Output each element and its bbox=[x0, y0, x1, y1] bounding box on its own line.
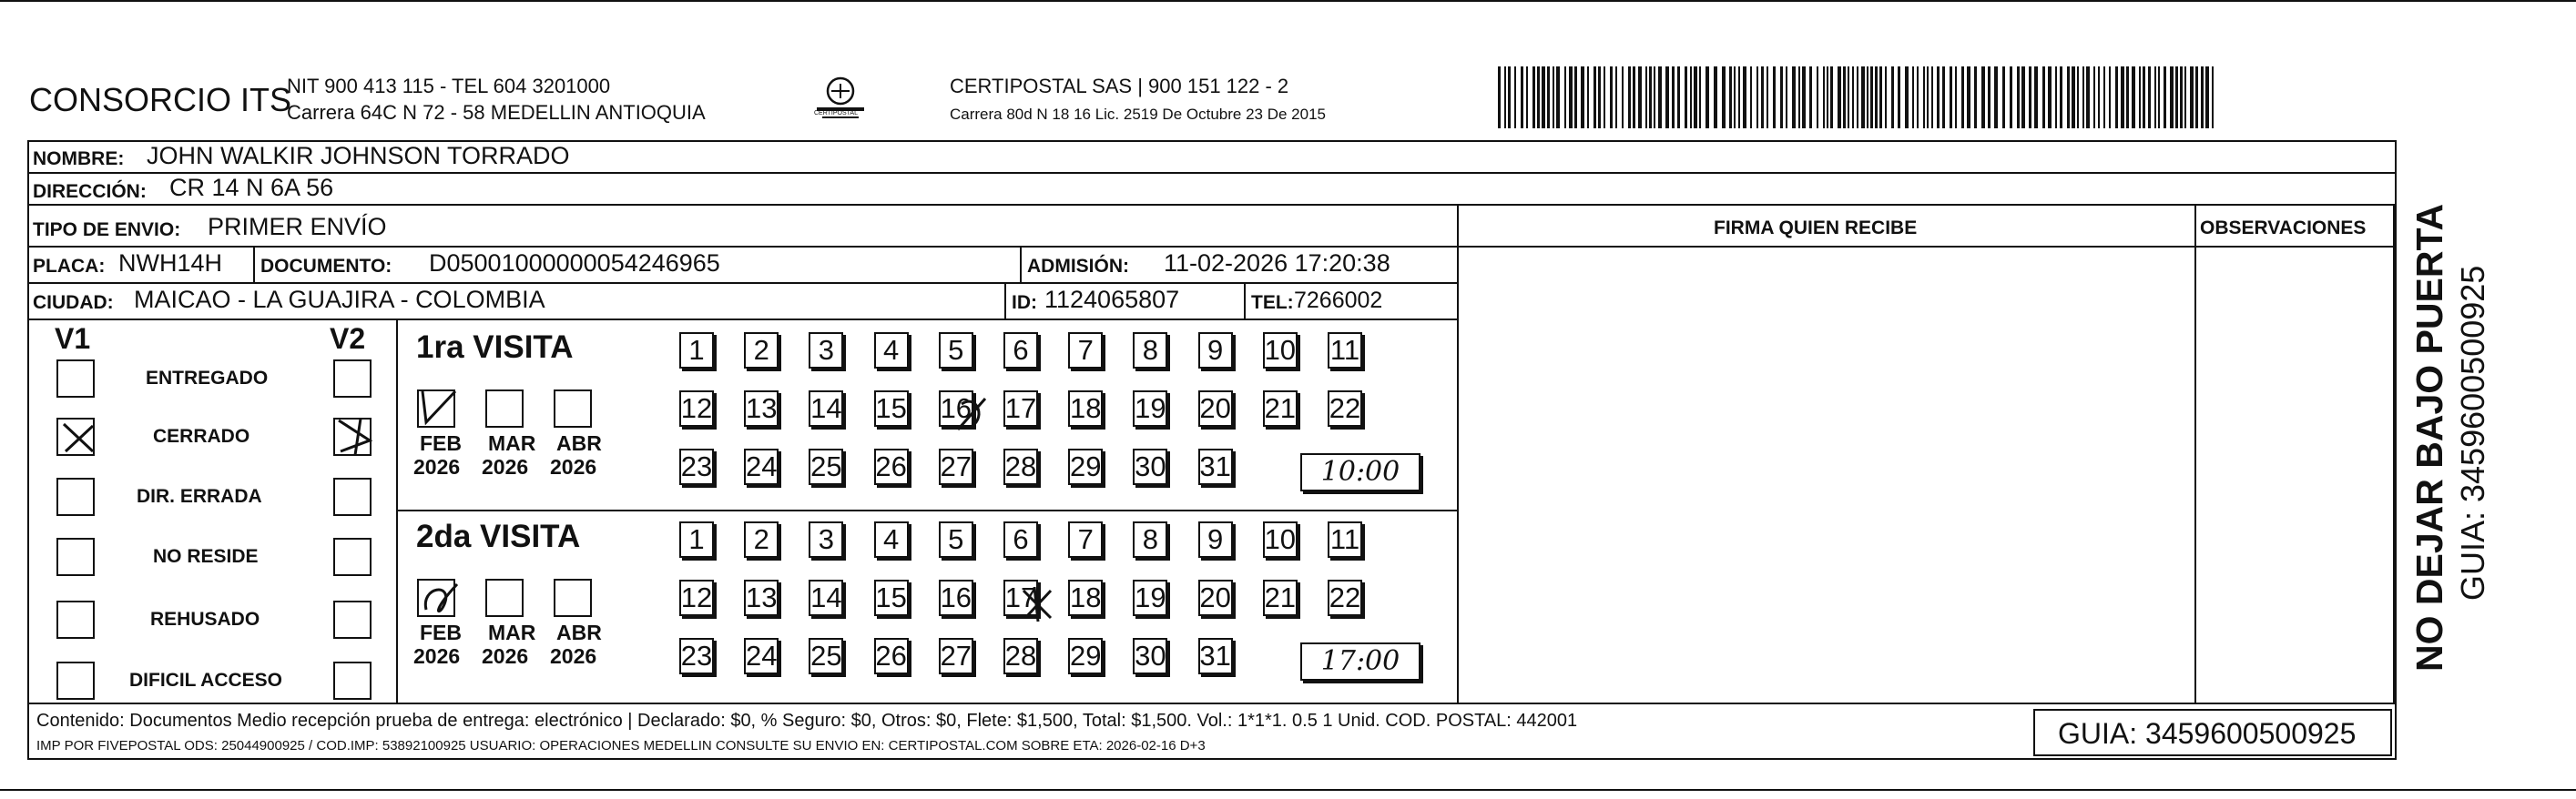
tel-value: 7266002 bbox=[1294, 288, 1383, 313]
day-box[interactable]: 1 bbox=[679, 521, 714, 558]
day-box[interactable]: 11 bbox=[1328, 332, 1362, 369]
barcode-bar bbox=[1967, 66, 1970, 128]
barcode-bar bbox=[1734, 66, 1736, 128]
visit-title: 2da VISITA bbox=[416, 519, 581, 554]
visit-title: 1ra VISITA bbox=[416, 329, 574, 365]
barcode-bar bbox=[1823, 66, 1825, 128]
v1-label: V1 bbox=[55, 322, 91, 355]
day-box[interactable]: 24 bbox=[744, 638, 779, 674]
barcode-bar bbox=[2109, 66, 2111, 128]
v2-checkbox-no-reside[interactable] bbox=[333, 538, 372, 576]
day-box[interactable]: 28 bbox=[1003, 449, 1038, 485]
address-label: DIRECCIÓN: bbox=[33, 181, 147, 202]
barcode-bar bbox=[1628, 66, 1631, 128]
day-box[interactable]: 4 bbox=[874, 332, 909, 369]
barcode-bar bbox=[1879, 66, 1882, 128]
day-box[interactable]: 10 bbox=[1263, 332, 1298, 369]
barcode-bar bbox=[2055, 66, 2057, 128]
barcode-bar bbox=[1498, 66, 1501, 128]
barcode-bar bbox=[1773, 66, 1776, 128]
row-line bbox=[27, 246, 1457, 248]
barcode-bar bbox=[1521, 66, 1523, 128]
v1-checkbox-dificil-acceso[interactable] bbox=[56, 662, 95, 700]
barcode-bar bbox=[2072, 66, 2075, 128]
day-box[interactable]: 14 bbox=[809, 580, 843, 616]
company-address: Carrera 64C N 72 - 58 MEDELLIN ANTIOQUIA bbox=[287, 101, 706, 124]
barcode-bar bbox=[1705, 66, 1709, 128]
city-label: CIUDAD: bbox=[33, 292, 114, 313]
footer-content: Contenido: Documentos Medio recepción prueba de entrega: electrónico | Declarado: $0, % Seguro: $0, Otros: $0, Flete: $1,500, Total: $1,500. Vol.: 1*1*1. 0.5 1 Unid. COD. POSTAL: 442001 bbox=[36, 711, 1578, 731]
top-border bbox=[0, 0, 2576, 2]
day-box[interactable]: 18 bbox=[1068, 580, 1103, 616]
barcode-bar bbox=[1827, 66, 1828, 128]
barcode-bar bbox=[1780, 66, 1783, 128]
day-box[interactable]: 5 bbox=[939, 521, 973, 558]
day-box[interactable]: 10 bbox=[1263, 521, 1298, 558]
month-label: ABR bbox=[556, 431, 602, 455]
barcode-bar bbox=[1809, 66, 1812, 128]
day-box[interactable]: 3 bbox=[809, 521, 843, 558]
barcode-bar bbox=[1665, 66, 1669, 128]
barcode-bar bbox=[1542, 66, 1545, 128]
barcode-bar bbox=[2042, 66, 2045, 128]
day-box[interactable]: 15 bbox=[874, 390, 909, 427]
day-box[interactable]: 22 bbox=[1328, 580, 1362, 616]
barcode-bar bbox=[2170, 66, 2174, 128]
barcode-bar bbox=[1852, 66, 1854, 128]
barcode-bar bbox=[1861, 66, 1865, 128]
barcode-bar bbox=[1508, 66, 1511, 128]
barcode-bar bbox=[1532, 66, 1535, 128]
barcode-bar bbox=[1961, 66, 1964, 128]
certipostal-address: Carrera 80d N 18 16 Lic. 2519 De Octubre 23 De 2015 bbox=[950, 106, 1326, 123]
barcode-bar bbox=[1610, 66, 1613, 128]
barcode-bar bbox=[1581, 66, 1584, 128]
day-box[interactable]: 9 bbox=[1198, 332, 1233, 369]
barcode-bar bbox=[1574, 66, 1577, 128]
barcode-bar bbox=[1672, 66, 1675, 128]
col-line bbox=[1244, 282, 1246, 319]
barcode-bar bbox=[1898, 66, 1900, 128]
observaciones-label: OBSERVACIONES bbox=[2200, 217, 2367, 238]
v1-checkbox-entregado[interactable] bbox=[56, 359, 95, 398]
barcode-bar bbox=[1569, 66, 1573, 128]
year-label: 2026 bbox=[550, 455, 597, 479]
status-label: REHUSADO bbox=[150, 609, 260, 630]
day-box[interactable]: 3 bbox=[809, 332, 843, 369]
day-box[interactable]: 27 bbox=[939, 638, 973, 674]
guia-box-text: GUIA: 3459600500925 bbox=[2058, 717, 2357, 750]
barcode-bar bbox=[1870, 66, 1873, 128]
row-line bbox=[27, 172, 2397, 174]
barcode-bar bbox=[1645, 66, 1647, 128]
day-box[interactable]: 12 bbox=[679, 580, 714, 616]
day-box[interactable]: 15 bbox=[874, 580, 909, 616]
barcode-bar bbox=[1598, 66, 1601, 128]
v1-cerrado-check-mark bbox=[56, 415, 102, 460]
day-box[interactable]: 21 bbox=[1263, 580, 1298, 616]
day-box[interactable]: 31 bbox=[1198, 638, 1233, 674]
barcode-bar bbox=[2190, 66, 2194, 128]
month-label: ABR bbox=[556, 621, 602, 644]
day-box[interactable]: 7 bbox=[1068, 332, 1103, 369]
barcode-bar bbox=[1750, 66, 1752, 128]
id-value: 1124065807 bbox=[1044, 286, 1180, 313]
document-label: DOCUMENTO: bbox=[260, 256, 392, 277]
bottom-border bbox=[0, 789, 2576, 791]
barcode-bar bbox=[1843, 66, 1846, 128]
col-line bbox=[1004, 282, 1006, 319]
status-label: NO RESIDE bbox=[153, 546, 259, 567]
visit-time[interactable]: 10:00 bbox=[1300, 453, 1420, 491]
barcode-bar bbox=[1767, 66, 1768, 128]
barcode-bar bbox=[1638, 66, 1642, 128]
day-box[interactable]: 26 bbox=[874, 638, 909, 674]
v2-checkbox-dificil-acceso[interactable] bbox=[333, 662, 372, 700]
barcode-bar bbox=[1923, 66, 1925, 128]
day-box[interactable]: 13 bbox=[744, 580, 779, 616]
status-label: DIFICIL ACCESO bbox=[129, 670, 283, 691]
day-box[interactable]: 25 bbox=[809, 449, 843, 485]
barcode-bar bbox=[2121, 66, 2124, 128]
visit1-feb-mark bbox=[417, 386, 463, 431]
barcode-bar bbox=[1756, 66, 1758, 128]
barcode-bar bbox=[2082, 66, 2084, 128]
address-value: CR 14 N 6A 56 bbox=[169, 174, 334, 201]
logo-text: CERTIPOSTAL bbox=[814, 110, 858, 116]
certipostal-title: CERTIPOSTAL SAS | 900 151 122 - 2 bbox=[950, 75, 1289, 97]
barcode-bar bbox=[2158, 66, 2160, 128]
day-box[interactable]: 2 bbox=[744, 521, 779, 558]
barcode-bar bbox=[1838, 66, 1841, 128]
barcode-bar bbox=[1604, 66, 1605, 128]
barcode-bar bbox=[1830, 66, 1833, 128]
barcode-bar bbox=[2139, 66, 2141, 128]
day-box[interactable]: 26 bbox=[874, 449, 909, 485]
side-guia: GUIA: 3459600500925 bbox=[2454, 265, 2491, 601]
barcode-bar bbox=[1848, 66, 1849, 128]
barcode-bar bbox=[1722, 66, 1726, 128]
barcode-bar bbox=[1553, 66, 1554, 128]
month-label: FEB bbox=[420, 621, 462, 644]
admission-label: ADMISIÓN: bbox=[1027, 256, 1129, 277]
tel-label: TEL: bbox=[1251, 292, 1294, 313]
barcode-bar bbox=[2164, 66, 2166, 128]
barcode-bar bbox=[1690, 66, 1692, 128]
type-value: PRIMER ENVÍO bbox=[208, 213, 387, 240]
day-box[interactable]: 17 bbox=[1003, 580, 1038, 616]
barcode-bar bbox=[1988, 66, 1991, 128]
row-line bbox=[27, 204, 2397, 206]
company-name: CONSORCIO ITS bbox=[29, 81, 292, 118]
year-label: 2026 bbox=[413, 644, 461, 668]
barcode-bar bbox=[2048, 66, 2052, 128]
row-line bbox=[27, 319, 1457, 320]
barcode-bar bbox=[1658, 66, 1662, 128]
day-box[interactable]: 6 bbox=[1003, 332, 1038, 369]
barcode-bar bbox=[1817, 66, 1818, 128]
city-value: MAICAO - LA GUAJIRA - COLOMBIA bbox=[134, 286, 545, 313]
barcode-bar bbox=[1974, 66, 1977, 128]
barcode-bar bbox=[1994, 66, 1998, 128]
day-box[interactable]: 29 bbox=[1068, 638, 1103, 674]
barcode-bar bbox=[2148, 66, 2151, 128]
barcode-bar bbox=[1694, 66, 1697, 128]
status-label: ENTREGADO bbox=[146, 368, 269, 389]
barcode-bar bbox=[1654, 66, 1655, 128]
barcode-bar bbox=[2002, 66, 2005, 128]
barcode-bar bbox=[2010, 66, 2012, 128]
barcode-bar bbox=[2034, 66, 2038, 128]
day-box[interactable]: 8 bbox=[1133, 332, 1167, 369]
barcode bbox=[1496, 66, 2220, 128]
barcode-bar bbox=[2103, 66, 2105, 128]
barcode-bar bbox=[1912, 66, 1914, 128]
barcode-bar bbox=[2126, 66, 2129, 128]
barcode-bar bbox=[2180, 66, 2183, 128]
side-warning: NO DEJAR BAJO PUERTA bbox=[2408, 203, 2450, 672]
v1-checkbox-dir-errada[interactable] bbox=[56, 478, 95, 516]
v1-checkbox-no-reside[interactable] bbox=[56, 538, 95, 576]
barcode-bar bbox=[2060, 66, 2062, 128]
barcode-bar bbox=[1593, 66, 1596, 128]
v2-checkbox-entregado[interactable] bbox=[333, 359, 372, 398]
barcode-bar bbox=[1729, 66, 1732, 128]
barcode-bar bbox=[1526, 66, 1528, 128]
plate-value: NWH14H bbox=[118, 249, 223, 277]
barcode-bar bbox=[1905, 66, 1909, 128]
visit2-day17-mark bbox=[1016, 583, 1058, 625]
barcode-bar bbox=[2067, 66, 2070, 128]
day-box[interactable]: 31 bbox=[1198, 449, 1233, 485]
barcode-bar bbox=[2205, 66, 2209, 128]
day-box[interactable]: 29 bbox=[1068, 449, 1103, 485]
barcode-bar bbox=[1685, 66, 1687, 128]
barcode-bar bbox=[2021, 66, 2025, 128]
footer-imp: IMP POR FIVEPOSTAL ODS: 25044900925 / COD.IMP: 53892100925 USUARIO: OPERACIONES MEDELLIN CONSULTE SU ENVIO EN: CERTIPOSTAL.COM SOBRE ETA: 2026-02-16 D+3 bbox=[36, 738, 1206, 753]
barcode-bar bbox=[1891, 66, 1894, 128]
barcode-bar bbox=[2132, 66, 2135, 128]
day-box[interactable]: 7 bbox=[1068, 521, 1103, 558]
month-label: FEB bbox=[420, 431, 462, 455]
col-line bbox=[2194, 204, 2196, 703]
day-box[interactable]: 16 bbox=[939, 580, 973, 616]
day-box[interactable]: 6 bbox=[1003, 521, 1038, 558]
barcode-bar bbox=[1699, 66, 1701, 128]
barcode-bar bbox=[1547, 66, 1550, 128]
barcode-bar bbox=[1564, 66, 1566, 128]
day-box[interactable]: 23 bbox=[679, 449, 714, 485]
barcode-bar bbox=[2195, 66, 2198, 128]
barcode-bar bbox=[2143, 66, 2145, 128]
visit-time[interactable]: 17:00 bbox=[1300, 642, 1420, 681]
month-label: MAR bbox=[488, 621, 536, 644]
barcode-bar bbox=[1587, 66, 1589, 128]
day-box[interactable]: 20 bbox=[1198, 580, 1233, 616]
day-box[interactable]: 16 bbox=[939, 390, 973, 427]
id-label: ID: bbox=[1012, 292, 1037, 313]
name-value: JOHN WALKIR JOHNSON TORRADO bbox=[147, 142, 570, 169]
col-line bbox=[253, 246, 255, 282]
barcode-bar bbox=[1622, 66, 1624, 128]
barcode-bar bbox=[2212, 66, 2214, 128]
barcode-bar bbox=[1761, 66, 1764, 128]
barcode-bar bbox=[1950, 66, 1952, 128]
day-box[interactable]: 25 bbox=[809, 638, 843, 674]
day-box[interactable]: 30 bbox=[1133, 449, 1167, 485]
barcode-bar bbox=[1981, 66, 1985, 128]
barcode-bar bbox=[1942, 66, 1945, 128]
barcode-bar bbox=[2017, 66, 2020, 128]
plate-label: PLACA: bbox=[33, 256, 106, 277]
barcode-bar bbox=[1937, 66, 1940, 128]
col-line bbox=[2393, 204, 2395, 703]
day-box[interactable]: 19 bbox=[1133, 390, 1167, 427]
visit2-feb-mark bbox=[417, 577, 463, 622]
day-box[interactable]: 18 bbox=[1068, 390, 1103, 427]
visit1-day16-mark bbox=[951, 393, 993, 435]
barcode-bar bbox=[1556, 66, 1560, 128]
year-label: 2026 bbox=[413, 455, 461, 479]
day-box[interactable]: 11 bbox=[1328, 521, 1362, 558]
day-box[interactable]: 22 bbox=[1328, 390, 1362, 427]
barcode-bar bbox=[1875, 66, 1878, 128]
barcode-bar bbox=[1537, 66, 1540, 128]
day-box[interactable]: 1 bbox=[679, 332, 714, 369]
v2-label: V2 bbox=[330, 322, 366, 355]
col-line bbox=[1020, 246, 1022, 282]
day-box[interactable]: 2 bbox=[744, 332, 779, 369]
day-box[interactable]: 13 bbox=[744, 390, 779, 427]
barcode-bar bbox=[1677, 66, 1680, 128]
status-label: DIR. ERRADA bbox=[137, 486, 262, 507]
year-label: 2026 bbox=[550, 644, 597, 668]
day-box[interactable]: 14 bbox=[809, 390, 843, 427]
type-label: TIPO DE ENVIO: bbox=[33, 219, 181, 240]
name-label: NOMBRE: bbox=[33, 148, 125, 169]
barcode-bar bbox=[1931, 66, 1933, 128]
barcode-bar bbox=[2086, 66, 2090, 128]
month-checkbox-mar[interactable] bbox=[485, 389, 524, 428]
barcode-bar bbox=[2175, 66, 2178, 128]
month-checkbox-mar[interactable] bbox=[485, 579, 524, 617]
v2-checkbox-rehusado[interactable] bbox=[333, 601, 372, 639]
barcode-bar bbox=[1917, 66, 1919, 128]
barcode-bar bbox=[1743, 66, 1746, 128]
day-box[interactable]: 24 bbox=[744, 449, 779, 485]
barcode-bar bbox=[2184, 66, 2186, 128]
day-box[interactable]: 5 bbox=[939, 332, 973, 369]
day-box[interactable]: 19 bbox=[1133, 580, 1167, 616]
barcode-bar bbox=[1649, 66, 1652, 128]
month-checkbox-abr[interactable] bbox=[554, 389, 592, 428]
year-label: 2026 bbox=[482, 455, 529, 479]
company-nit: NIT 900 413 115 - TEL 604 3201000 bbox=[287, 75, 611, 97]
day-box[interactable]: 27 bbox=[939, 449, 973, 485]
barcode-bar bbox=[1857, 66, 1858, 128]
barcode-bar bbox=[1504, 66, 1506, 128]
barcode-bar bbox=[1714, 66, 1717, 128]
barcode-bar bbox=[1738, 66, 1740, 128]
barcode-bar bbox=[2077, 66, 2079, 128]
barcode-bar bbox=[1792, 66, 1796, 128]
barcode-bar bbox=[1633, 66, 1635, 128]
firma-label: FIRMA QUIEN RECIBE bbox=[1714, 217, 1918, 238]
day-box[interactable]: 30 bbox=[1133, 638, 1167, 674]
barcode-bar bbox=[2201, 66, 2204, 128]
month-checkbox-abr[interactable] bbox=[554, 579, 592, 617]
barcode-bar bbox=[2093, 66, 2095, 128]
barcode-bar bbox=[1885, 66, 1887, 128]
row-line bbox=[27, 703, 2397, 704]
day-box[interactable]: 23 bbox=[679, 638, 714, 674]
row-line bbox=[1457, 246, 2395, 248]
barcode-bar bbox=[1955, 66, 1957, 128]
v2-checkbox-dir-errada[interactable] bbox=[333, 478, 372, 516]
day-box[interactable]: 8 bbox=[1133, 521, 1167, 558]
year-label: 2026 bbox=[482, 644, 529, 668]
day-box[interactable]: 17 bbox=[1003, 390, 1038, 427]
day-box[interactable]: 20 bbox=[1198, 390, 1233, 427]
barcode-bar bbox=[1514, 66, 1516, 128]
barcode-bar bbox=[1786, 66, 1787, 128]
barcode-bar bbox=[2154, 66, 2156, 128]
barcode-bar bbox=[2029, 66, 2031, 128]
row-line bbox=[27, 282, 1457, 284]
day-box[interactable]: 21 bbox=[1263, 390, 1298, 427]
barcode-bar bbox=[1927, 66, 1929, 128]
day-box[interactable]: 9 bbox=[1198, 521, 1233, 558]
barcode-bar bbox=[1802, 66, 1806, 128]
v2-cerrado-check-mark bbox=[333, 413, 379, 459]
v1-checkbox-rehusado[interactable] bbox=[56, 601, 95, 639]
status-label: CERRADO bbox=[153, 426, 250, 447]
barcode-bar bbox=[2098, 66, 2100, 128]
month-label: MAR bbox=[488, 431, 536, 455]
row-line bbox=[396, 510, 1457, 511]
col-line bbox=[1457, 204, 1459, 703]
barcode-bar bbox=[1615, 66, 1617, 128]
day-box[interactable]: 12 bbox=[679, 390, 714, 427]
day-box[interactable]: 4 bbox=[874, 521, 909, 558]
admission-value: 11-02-2026 17:20:38 bbox=[1164, 249, 1390, 277]
day-box[interactable]: 28 bbox=[1003, 638, 1038, 674]
barcode-bar bbox=[1867, 66, 1868, 128]
document-value: D05001000000054246965 bbox=[429, 249, 720, 277]
barcode-bar bbox=[1798, 66, 1800, 128]
barcode-bar bbox=[2115, 66, 2118, 128]
